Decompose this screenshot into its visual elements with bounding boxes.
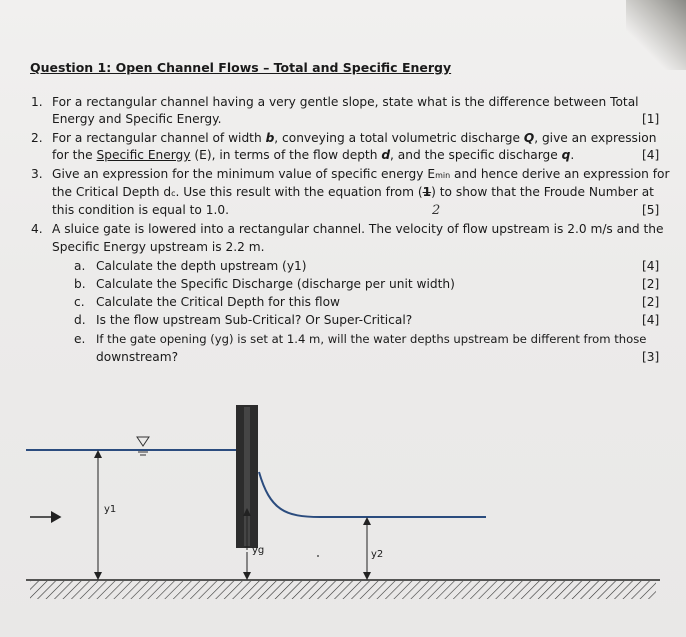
y2-arrow-top <box>363 517 371 525</box>
q3-crossed-reference: 1 <box>422 185 432 199</box>
q2-line1 <box>52 131 656 145</box>
y1-arrow-bottom <box>94 572 102 580</box>
q4-line1: A sluice gate is lowered into a rectangular channel. The velocity of flow upstream is 2.0 m/s and the <box>52 222 664 236</box>
q4c-marks: [2] <box>642 295 660 309</box>
q3-line2 <box>52 185 654 199</box>
q3-text: the Critical Depth d <box>52 185 172 199</box>
q2-text: , conveying a total volumetric discharge <box>274 131 524 145</box>
q4d-letter: d. <box>74 313 86 327</box>
q4e-line1: If the gate opening (yg) is set at 1.4 m, will the water depths upstream be different from those <box>96 332 647 346</box>
free-surface-symbol <box>137 437 149 455</box>
y1-arrow-top <box>94 450 102 458</box>
q2-line2 <box>52 148 574 162</box>
q2-width-symbol: b <box>265 131 275 145</box>
q3-line1 <box>52 167 670 181</box>
question-title: Question 1: Open Channel Flows – Total and Specific Energy <box>30 60 452 75</box>
channel-bed-hatching <box>30 581 656 599</box>
q4a-letter: a. <box>74 259 86 273</box>
sluice-gate-diagram <box>0 390 686 637</box>
q3-subscript-min: min <box>435 171 451 180</box>
q2-marks: [4] <box>642 148 660 162</box>
q4e-letter: e. <box>74 332 86 346</box>
q4c-text: Calculate the Critical Depth for this flow <box>96 295 341 309</box>
q3-number: 3. <box>31 167 43 181</box>
q1-marks: [1] <box>642 112 660 126</box>
q3-marks: [5] <box>642 203 660 217</box>
q4b-letter: b. <box>74 277 86 291</box>
q4-line2: Specific Energy upstream is 2.2 m. <box>52 240 265 254</box>
label-y1: y1 <box>104 504 117 515</box>
q4e-marks: [3] <box>642 350 660 364</box>
downstream-water-surface <box>259 472 486 517</box>
label-y2: y2 <box>371 549 384 560</box>
q2-text: (E), in terms of the flow depth <box>190 148 382 162</box>
q1-line1: For a rectangular channel having a very gentle slope, state what is the difference between Total <box>52 95 639 109</box>
handwritten-correction: 2 <box>432 203 441 218</box>
q1-number: 1. <box>31 95 43 109</box>
q4a-marks: [4] <box>642 259 660 273</box>
q2-text: for the <box>52 148 97 162</box>
q2-text: , and the specific discharge <box>390 148 562 162</box>
q3-text: . Use this result with the equation from ( <box>175 185 423 199</box>
q3-text: ) to show that the Froude Number at <box>431 185 654 199</box>
y2-arrow-bottom <box>363 572 371 580</box>
q3-text: and hence derive an expression for <box>450 167 670 181</box>
q3-subscript-c: c <box>171 189 176 198</box>
q4c-letter: c. <box>74 295 85 309</box>
q4-number: 4. <box>31 222 43 236</box>
q2-specific-energy: Specific Energy <box>96 148 191 162</box>
q2-text: , give an expression <box>534 131 657 145</box>
yg-arrow-bottom <box>243 572 251 580</box>
q4b-marks: [2] <box>642 277 660 291</box>
page-corner-shadow <box>626 0 686 70</box>
q2-discharge-symbol: Q <box>523 131 535 145</box>
label-yg: yg <box>252 545 265 556</box>
q4b-text: Calculate the Specific Discharge (discharge per unit width) <box>96 277 455 291</box>
q4d-marks: [4] <box>642 313 660 327</box>
q2-text: . <box>570 148 575 162</box>
q1-line2: Energy and Specific Energy. <box>52 112 222 126</box>
q3-line3: this condition is equal to 1.0. <box>52 203 229 217</box>
q4a-text: Calculate the depth upstream (y1) <box>96 259 307 273</box>
q2-number: 2. <box>31 131 43 145</box>
q4e-line2: downstream? <box>96 350 179 364</box>
q2-specific-discharge-symbol: q <box>561 148 571 162</box>
q3-text: Give an expression for the minimum value of specific energy E <box>52 167 436 181</box>
q2-text: For a rectangular channel of width <box>52 131 266 145</box>
q2-depth-symbol: d <box>381 148 391 162</box>
stray-dot <box>317 555 319 557</box>
q4d-text: Is the flow upstream Sub-Critical? Or Super-Critical? <box>96 313 413 327</box>
